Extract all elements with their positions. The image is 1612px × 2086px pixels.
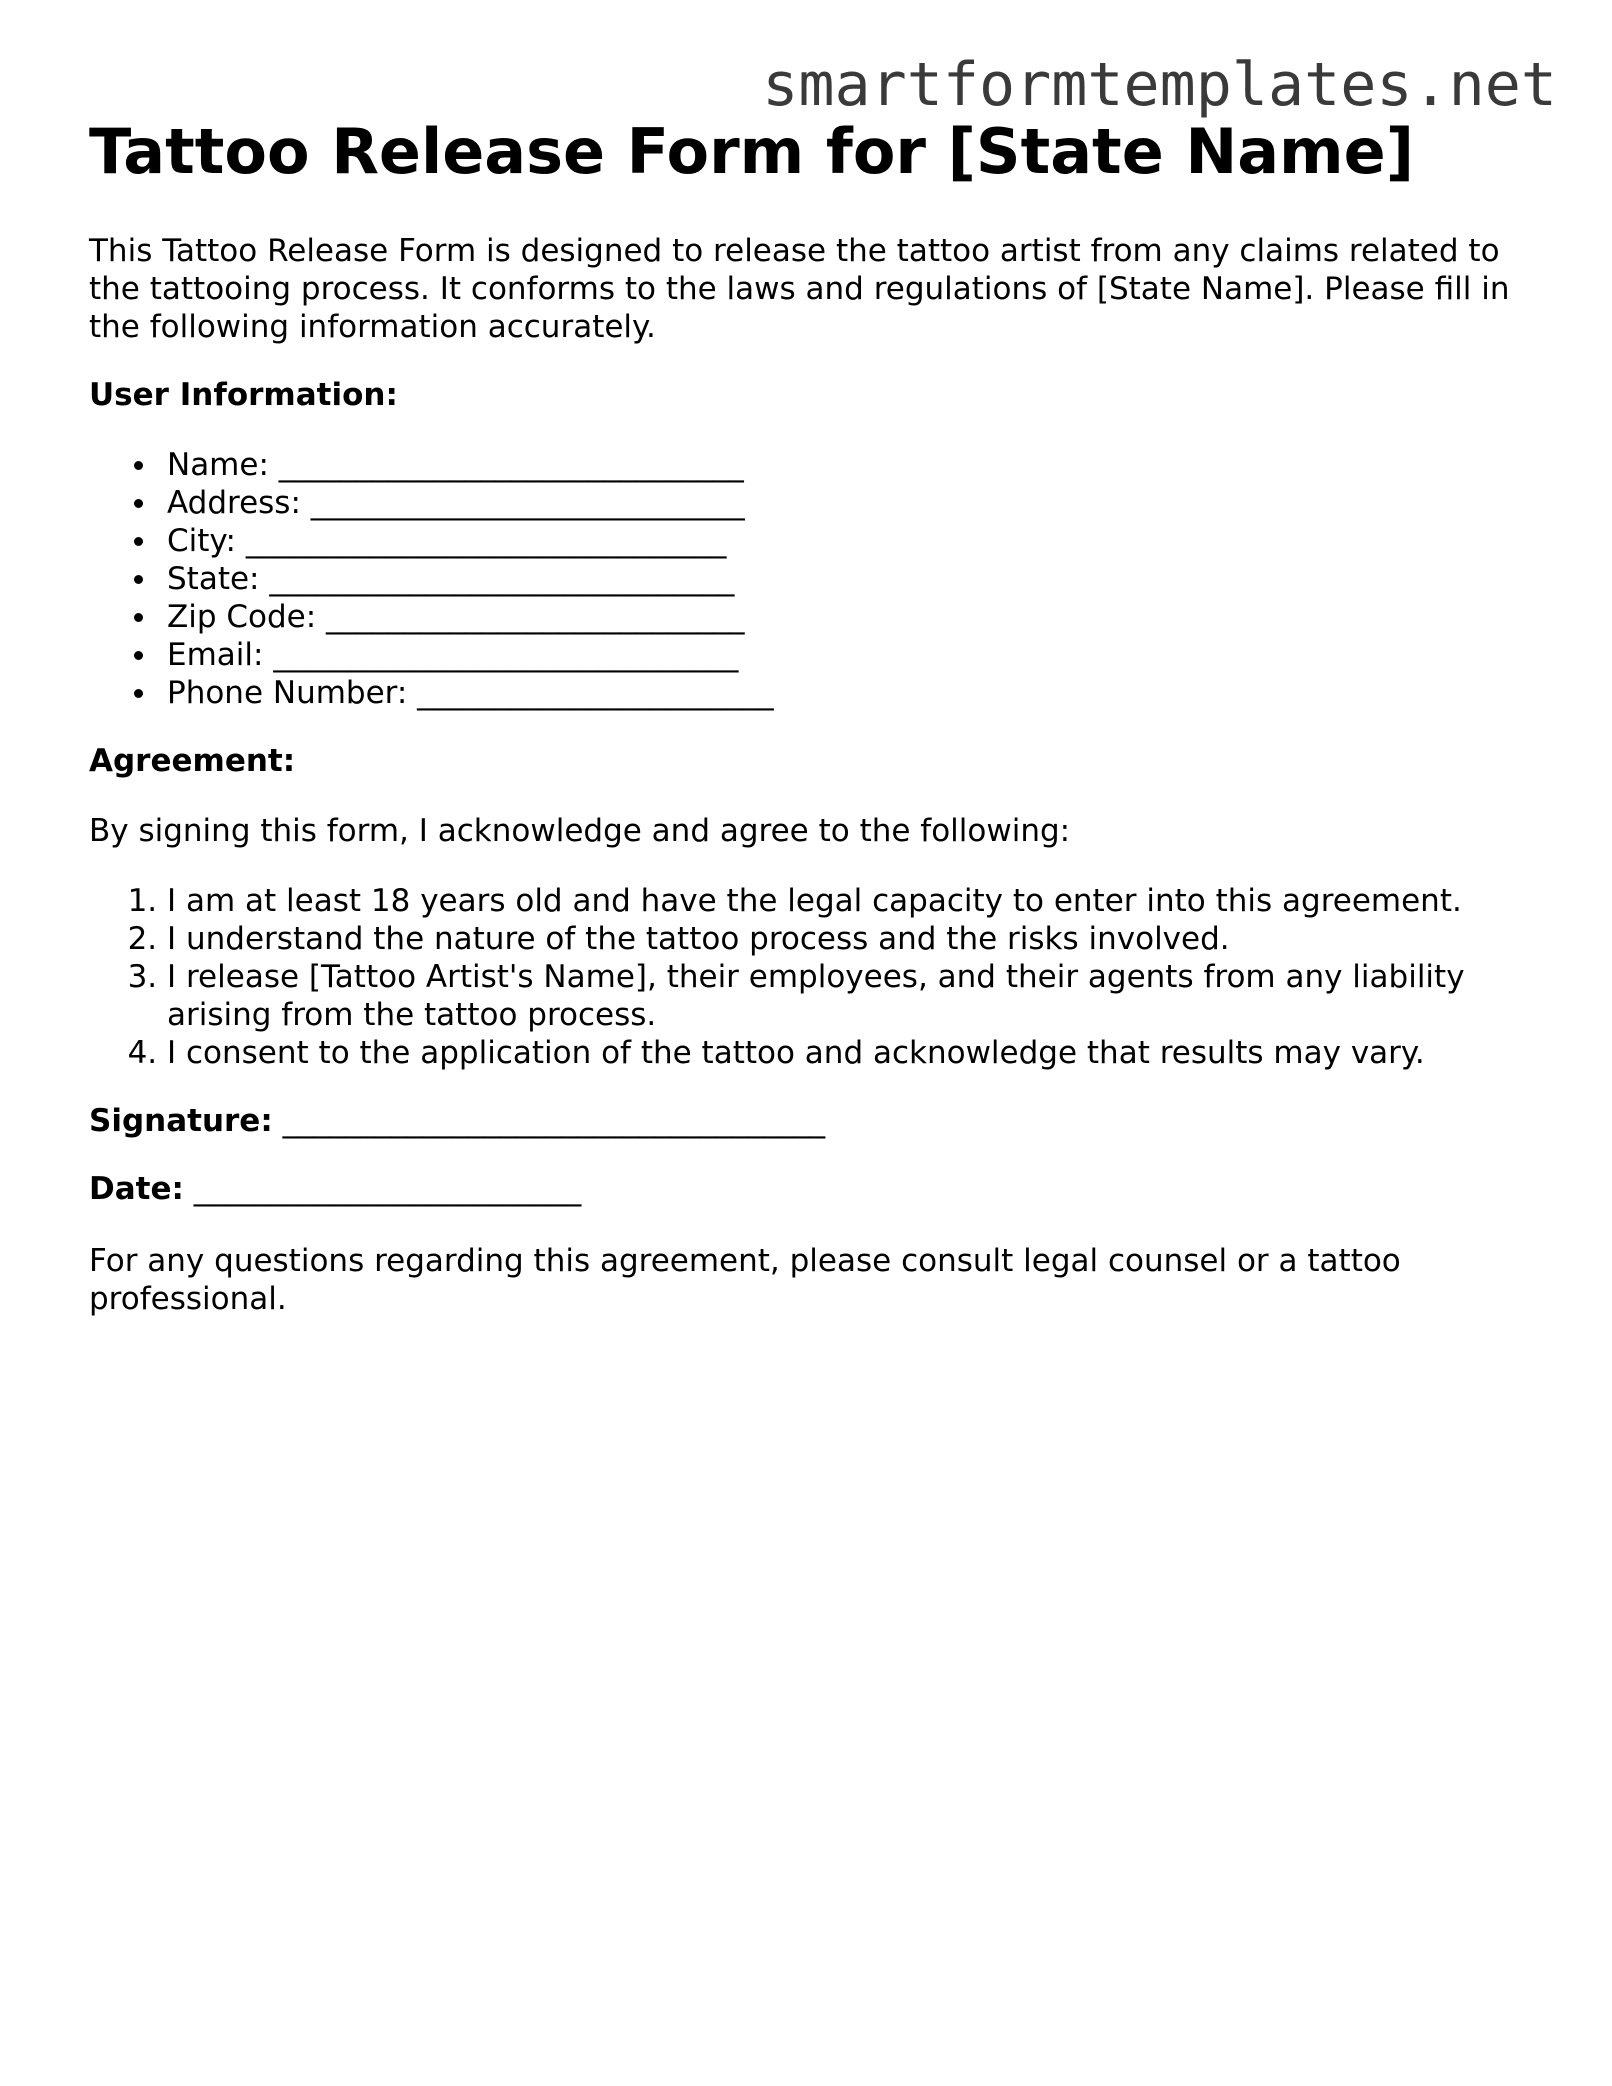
intro-paragraph: This Tattoo Release Form is designed to release the tattoo artist from any claims related to the tattooing process. It conforms to the laws and regulations of [State Name]. Please fill in the following information accurately.: [89, 233, 1510, 345]
field-label: Phone Number:: [167, 675, 408, 711]
blank-line: _______________________________: [245, 523, 727, 559]
agreement-heading: Agreement:: [89, 743, 296, 779]
date-line: [89, 1170, 1529, 1208]
field-email: [167, 636, 1529, 674]
field-label: State:: [167, 561, 260, 597]
blank-line: ______________________________: [273, 637, 739, 673]
field-label: Name:: [167, 447, 269, 483]
user-information-list: [89, 446, 1529, 712]
field-state: [167, 560, 1529, 598]
blank-line: ___________________________________: [282, 1103, 826, 1139]
agreement-term: 1. I am at least 18 years old and have the legal capacity to enter into this agreement.: [167, 882, 1529, 920]
closing-paragraph: For any questions regarding this agreement, please consult legal counsel or a tattoo professional.: [89, 1243, 1401, 1317]
agreement-term: 3. I release [Tattoo Artist's Name], their employees, and their agents from any liability arising from the tattoo process.: [167, 958, 1529, 1034]
blank-line: _______________________: [417, 675, 774, 711]
field-address: [167, 484, 1529, 522]
blank-line: ___________________________: [326, 599, 745, 635]
field-label: Address:: [167, 485, 301, 521]
blank-line: _________________________: [193, 1171, 582, 1207]
field-label: Email:: [167, 637, 264, 673]
site-watermark: smartformtemplates.net: [762, 50, 1557, 120]
signature-label: Signature:: [89, 1103, 273, 1139]
page-title: Tattoo Release Form for [State Name]: [89, 115, 1415, 188]
user-information-heading: User Information:: [89, 377, 398, 413]
blank-line: ____________________________: [310, 485, 745, 521]
document-page: [89, 112, 1529, 1318]
date-label: Date:: [89, 1171, 184, 1207]
field-zip-code: [167, 598, 1529, 636]
agreement-term: 2. I understand the nature of the tattoo process and the risks involved.: [167, 920, 1529, 958]
field-phone-number: [167, 674, 1529, 712]
signature-line: [89, 1102, 1529, 1140]
field-label: City:: [167, 523, 236, 559]
agreement-lead: By signing this form, I acknowledge and agree to the following:: [89, 813, 1071, 849]
field-name: [167, 446, 1529, 484]
agreement-term: 4. I consent to the application of the tattoo and acknowledge that results may vary.: [167, 1034, 1529, 1072]
field-label: Zip Code:: [167, 599, 317, 635]
field-city: [167, 522, 1529, 560]
blank-line: ______________________________: [269, 561, 735, 597]
agreement-terms-list: [89, 882, 1529, 1072]
blank-line: ______________________________: [278, 447, 744, 483]
